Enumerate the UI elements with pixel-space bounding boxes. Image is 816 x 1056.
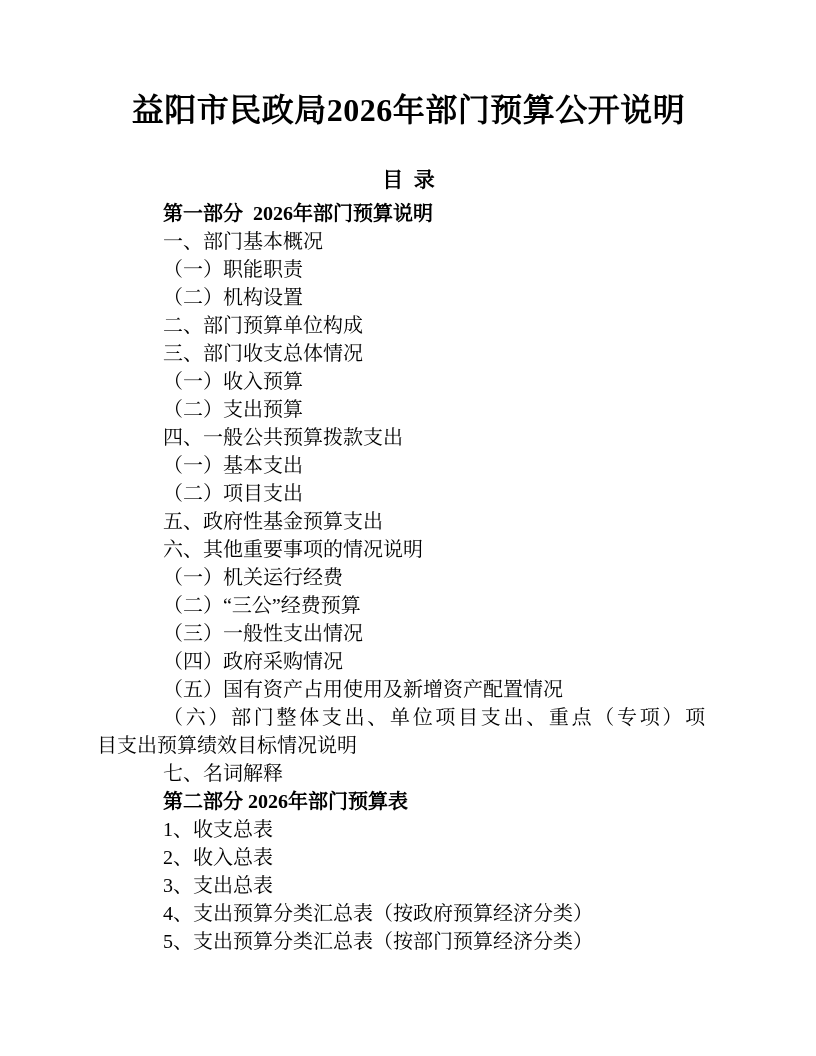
toc-entry: 5、支出预算分类汇总表（按部门预算经济分类） <box>163 931 593 953</box>
toc-entry: 三、部门收支总体情况 <box>163 343 363 365</box>
toc-entry: （一）收入预算 <box>163 371 303 393</box>
toc-entry: （五）国有资产占用使用及新增资产配置情况 <box>163 679 563 701</box>
toc-entry: 2、收入总表 <box>163 847 273 869</box>
toc-entry: （二）支出预算 <box>163 399 303 421</box>
document-title: 益阳市民政局2026年部门预算公开说明 <box>131 92 686 128</box>
toc-entry: 七、名词解释 <box>163 763 283 785</box>
toc-entry: 五、政府性基金预算支出 <box>163 511 383 533</box>
toc-entry: 4、支出预算分类汇总表（按政府预算经济分类） <box>163 903 593 925</box>
toc-heading: 目 录 <box>382 168 435 192</box>
toc-entry: 1、收支总表 <box>163 819 273 841</box>
toc-entry: 二、部门预算单位构成 <box>163 315 363 337</box>
toc-entry: （一）机关运行经费 <box>163 567 343 589</box>
toc-entry: 一、部门基本概况 <box>163 231 323 253</box>
toc-entry: （四）政府采购情况 <box>163 651 343 673</box>
toc-entry: （二）“三公”经费预算 <box>163 595 361 617</box>
toc-entry: 3、支出总表 <box>163 875 273 897</box>
toc-entry: （二）项目支出 <box>163 483 303 505</box>
toc-part-heading: 第一部分 2026年部门预算说明 <box>163 203 433 225</box>
toc-entry: （三）一般性支出情况 <box>163 623 363 645</box>
toc-part-heading: 第二部分 2026年部门预算表 <box>163 791 408 813</box>
toc-entry: 六、其他重要事项的情况说明 <box>163 539 423 561</box>
toc-entry: （二）机构设置 <box>163 287 303 309</box>
toc-entry: 四、一般公共预算拨款支出 <box>163 427 403 449</box>
toc-entry: （六）部门整体支出、单位项目支出、重点（专项）项 <box>163 707 708 729</box>
toc-entry-continuation: 目支出预算绩效目标情况说明 <box>97 735 357 757</box>
toc-entry: （一）职能职责 <box>163 259 303 281</box>
toc-list <box>97 200 720 956</box>
toc-entry: （一）基本支出 <box>163 455 303 477</box>
